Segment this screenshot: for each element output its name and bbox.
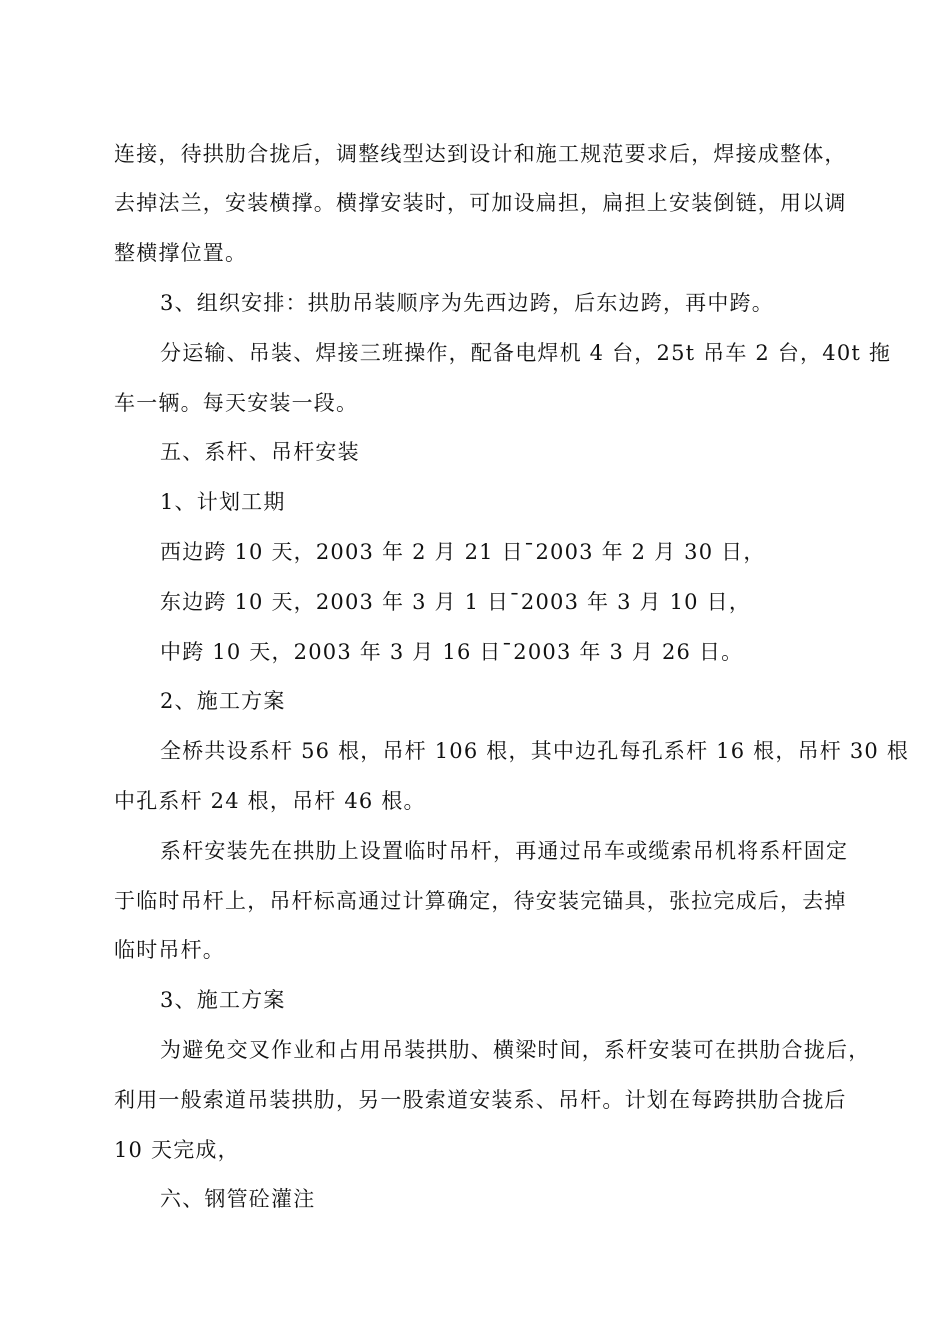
text-line: 东边跨 10 天，2003 年 3 月 1 日¯2003 年 3 月 10 日， [160,590,752,614]
text-line: 3、组织安排：拱肋吊装顺序为先西边跨，后东边跨，再中跨。 [160,291,774,315]
text-line: 中跨 10 天，2003 年 3 月 16 日¯2003 年 3 月 26 日。 [160,640,744,664]
text-line: 于临时吊杆上，吊杆标高通过计算确定，待安装完锚具，张拉完成后，去掉 [114,889,847,913]
text-line: 10 天完成， [114,1138,240,1162]
section-heading: 六、钢管砼灌注 [160,1187,316,1211]
text-line: 分运输、吊装、焊接三班操作，配备电焊机 4 台，25t 吊车 2 台，40t 拖 [160,341,892,365]
subsection-heading: 3、施工方案 [160,988,286,1012]
section-heading: 五、系杆、吊杆安装 [160,440,360,464]
text-line: 连接，待拱肋合拢后，调整线型达到设计和施工规范要求后，焊接成整体， [114,142,847,166]
text-line: 系杆安装先在拱肋上设置临时吊杆，再通过吊车或缆索吊机将系杆固定 [160,839,849,863]
text-line: 西边跨 10 天，2003 年 2 月 21 日¯2003 年 2 月 30 日， [160,540,766,564]
text-line: 为避免交叉作业和占用吊装拱肋、横梁时间，系杆安装可在拱肋合拢后， [160,1038,871,1062]
text-line: 利用一般索道吊装拱肋，另一股索道安装系、吊杆。计划在每跨拱肋合拢后 [114,1088,847,1112]
text-line: 去掉法兰，安装横撑。横撑安装时，可加设扁担，扁担上安装倒链，用以调 [114,191,847,215]
text-line: 临时吊杆。 [114,938,225,962]
subsection-heading: 2、施工方案 [160,689,286,713]
text-line: 全桥共设系杆 56 根，吊杆 106 根，其中边孔每孔系杆 16 根，吊杆 30 根 [160,739,910,763]
text-line: 车一辆。每天安装一段。 [114,391,359,415]
text-line: 中孔系杆 24 根，吊杆 46 根。 [114,789,426,813]
text-line: 整横撑位置。 [114,241,248,265]
subsection-heading: 1、计划工期 [160,490,286,514]
